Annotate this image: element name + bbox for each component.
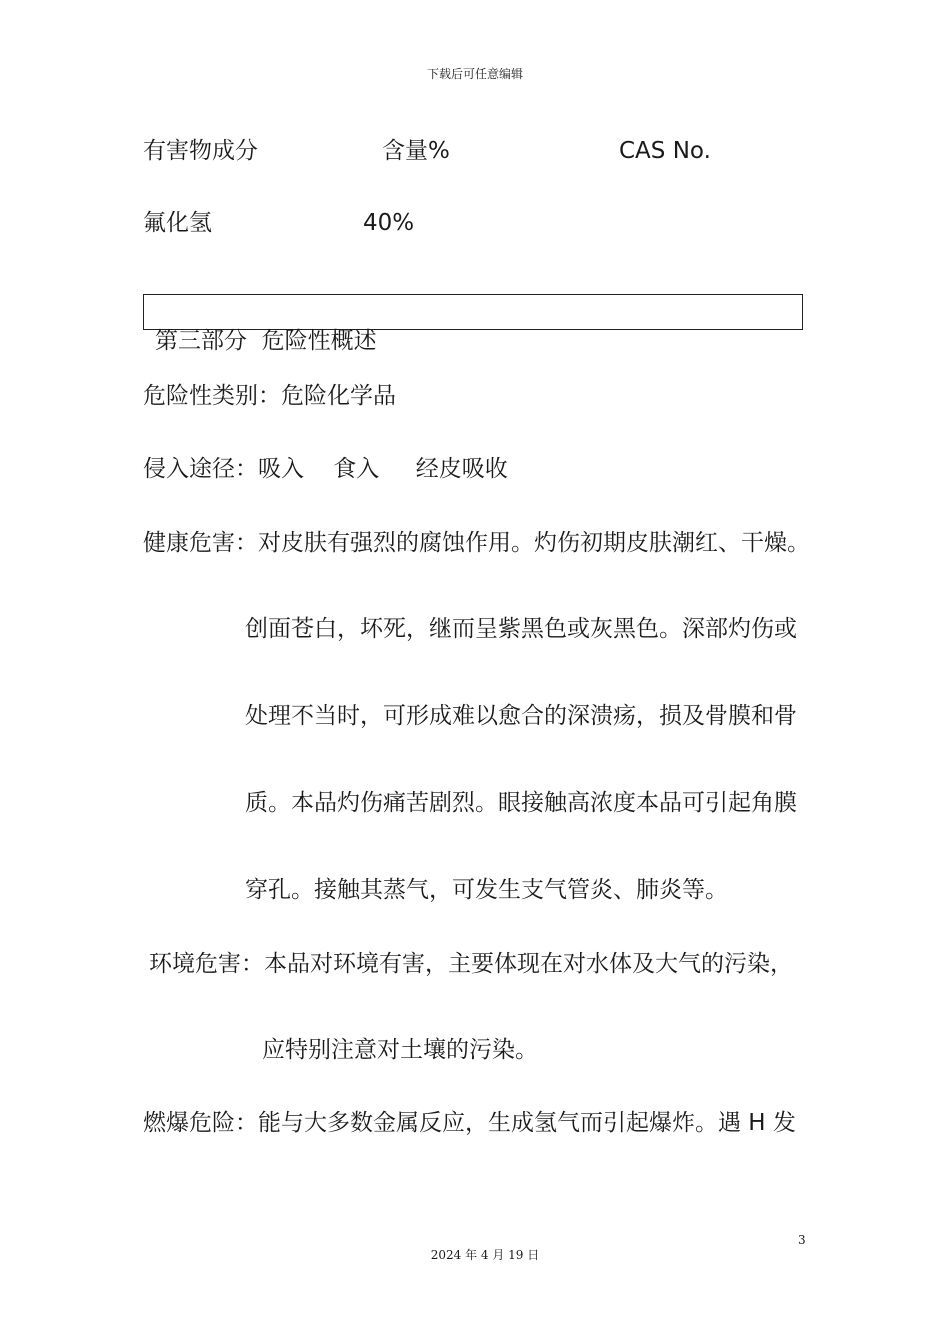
fire-hazard-line-1: 燃爆危险：能与大多数金属反应，生成氢气而引起爆炸。遇 H 发: [143, 1110, 796, 1136]
health-hazard-line-2: 创面苍白，坏死，继而呈紫黑色或灰黑色。深部灼伤或: [245, 616, 797, 642]
hazard-class: 危险性类别：危险化学品: [143, 383, 396, 409]
section-title: 第三部分 危险性概述: [155, 328, 377, 354]
health-hazard-line-3: 处理不当时，可形成难以愈合的深溃疡，损及骨膜和骨: [245, 703, 797, 729]
health-hazard-line-1: 健康危害：对皮肤有强烈的腐蚀作用。灼伤初期皮肤潮红、干燥。: [143, 530, 810, 556]
page-number: 3: [798, 1233, 806, 1247]
composition-row-name: 氟化氢: [143, 210, 212, 236]
entry-route: 侵入途径：吸入 食入 经皮吸收: [143, 456, 508, 482]
composition-header-component: 有害物成分: [143, 138, 258, 164]
health-hazard-line-5: 穿孔。接触其蒸气，可发生支气管炎、肺炎等。: [245, 877, 728, 903]
composition-row-content: 40%: [363, 210, 415, 236]
composition-header-cas: CAS No.: [619, 138, 711, 164]
section-title-box: [143, 294, 803, 330]
composition-header-content: 含量%: [382, 138, 450, 164]
env-hazard-line-2: 应特别注意对土壤的污染。: [262, 1037, 538, 1063]
page-footer-date: 2024 年 4 月 19 日: [430, 1248, 540, 1262]
health-hazard-line-4: 质。本品灼伤痛苦剧烈。眼接触高浓度本品可引起角膜: [245, 790, 797, 816]
env-hazard-line-1: 环境危害：本品对环境有害，主要体现在对水体及大气的污染，: [149, 951, 793, 977]
page-header: 下载后可任意编辑: [426, 67, 523, 81]
